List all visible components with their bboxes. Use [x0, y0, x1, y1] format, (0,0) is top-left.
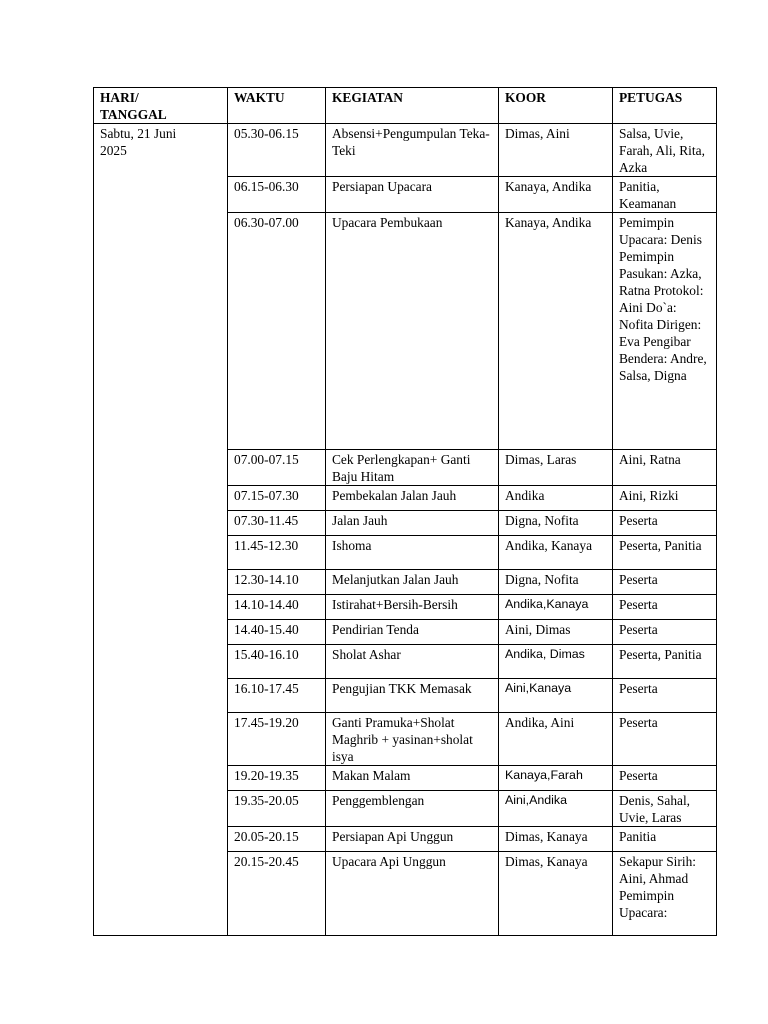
- cell-kegiatan: Upacara Pembukaan: [326, 213, 499, 450]
- cell-kegiatan: Upacara Api Unggun: [326, 852, 499, 936]
- cell-kegiatan: Persiapan Upacara: [326, 177, 499, 213]
- cell-koor: Dimas, Aini: [499, 124, 613, 177]
- cell-petugas: Peserta: [613, 679, 717, 713]
- cell-waktu: 11.45-12.30: [228, 536, 326, 570]
- table-row: [94, 124, 717, 177]
- table-header-row: [94, 88, 717, 124]
- cell-waktu: 14.40-15.40: [228, 620, 326, 645]
- cell-petugas: Salsa, Uvie, Farah, Ali, Rita, Azka: [613, 124, 717, 177]
- cell-petugas: Denis, Sahal, Uvie, Laras: [613, 791, 717, 827]
- cell-petugas: Peserta, Panitia: [613, 536, 717, 570]
- cell-koor: Kanaya, Andika: [499, 213, 613, 450]
- cell-kegiatan: Melanjutkan Jalan Jauh: [326, 570, 499, 595]
- header-hari: HARI/: [100, 90, 139, 105]
- cell-koor: Digna, Nofita: [499, 570, 613, 595]
- cell-koor: Dimas, Kanaya: [499, 852, 613, 936]
- schedule-table: [93, 87, 717, 936]
- header-waktu: WAKTU: [228, 88, 326, 124]
- cell-waktu: 12.30-14.10: [228, 570, 326, 595]
- cell-waktu: 05.30-06.15: [228, 124, 326, 177]
- day-cell: [94, 124, 228, 936]
- cell-kegiatan: Istirahat+Bersih-Bersih: [326, 595, 499, 620]
- cell-waktu: 07.00-07.15: [228, 450, 326, 486]
- cell-petugas: Peserta: [613, 511, 717, 536]
- cell-petugas: Peserta: [613, 766, 717, 791]
- cell-waktu: 16.10-17.45: [228, 679, 326, 713]
- cell-petugas: Aini, Ratna: [613, 450, 717, 486]
- header-petugas: PETUGAS: [613, 88, 717, 124]
- cell-petugas: Peserta, Panitia: [613, 645, 717, 679]
- cell-petugas: Pemimpin Upacara: Denis Pemimpin Pasukan: Azka, Ratna Protokol: Aini Do`a: Nofita Dirigen: Eva Pengibar Bendera: Andre, Salsa, Digna: [613, 213, 717, 450]
- cell-waktu: 17.45-19.20: [228, 713, 326, 766]
- cell-kegiatan: Sholat Ashar: [326, 645, 499, 679]
- cell-kegiatan: Makan Malam: [326, 766, 499, 791]
- cell-waktu: 07.30-11.45: [228, 511, 326, 536]
- cell-waktu: 20.15-20.45: [228, 852, 326, 936]
- header-hari-tanggal: [94, 88, 228, 124]
- cell-petugas: Peserta: [613, 713, 717, 766]
- cell-koor: Aini,Kanaya: [499, 679, 613, 713]
- cell-kegiatan: Persiapan Api Unggun: [326, 827, 499, 852]
- cell-waktu: 15.40-16.10: [228, 645, 326, 679]
- cell-petugas: Peserta: [613, 570, 717, 595]
- cell-petugas: Sekapur Sirih: Aini, Ahmad Pemimpin Upacara:: [613, 852, 717, 936]
- cell-waktu: 07.15-07.30: [228, 486, 326, 511]
- cell-koor: Aini, Dimas: [499, 620, 613, 645]
- cell-koor: Dimas, Laras: [499, 450, 613, 486]
- cell-koor: Kanaya, Andika: [499, 177, 613, 213]
- cell-kegiatan: Ishoma: [326, 536, 499, 570]
- cell-waktu: 06.15-06.30: [228, 177, 326, 213]
- cell-petugas: Peserta: [613, 620, 717, 645]
- cell-kegiatan: Ganti Pramuka+Sholat Maghrib + yasinan+sholat isya: [326, 713, 499, 766]
- cell-waktu: 14.10-14.40: [228, 595, 326, 620]
- cell-koor: Andika, Dimas: [499, 645, 613, 679]
- cell-koor: Dimas, Kanaya: [499, 827, 613, 852]
- cell-waktu: 19.20-19.35: [228, 766, 326, 791]
- cell-koor: Andika,Kanaya: [499, 595, 613, 620]
- cell-petugas: Panitia: [613, 827, 717, 852]
- cell-waktu: 06.30-07.00: [228, 213, 326, 450]
- cell-waktu: 20.05-20.15: [228, 827, 326, 852]
- cell-koor: Andika: [499, 486, 613, 511]
- header-kegiatan: KEGIATAN: [326, 88, 499, 124]
- cell-kegiatan: Penggemblengan: [326, 791, 499, 827]
- header-tanggal: TANGGAL: [100, 107, 167, 122]
- cell-kegiatan: Absensi+Pengumpulan Teka-Teki: [326, 124, 499, 177]
- cell-kegiatan: Cek Perlengkapan+ Ganti Baju Hitam: [326, 450, 499, 486]
- cell-waktu: 19.35-20.05: [228, 791, 326, 827]
- cell-kegiatan: Pengujian TKK Memasak: [326, 679, 499, 713]
- cell-koor: Andika, Kanaya: [499, 536, 613, 570]
- cell-koor: Aini,Andika: [499, 791, 613, 827]
- cell-petugas: Aini, Rizki: [613, 486, 717, 511]
- day-label: Sabtu, 21 Juni 2025: [100, 126, 177, 158]
- header-koor: KOOR: [499, 88, 613, 124]
- cell-koor: Andika, Aini: [499, 713, 613, 766]
- cell-koor: Kanaya,Farah: [499, 766, 613, 791]
- cell-kegiatan: Jalan Jauh: [326, 511, 499, 536]
- cell-petugas: Panitia, Keamanan: [613, 177, 717, 213]
- cell-koor: Digna, Nofita: [499, 511, 613, 536]
- cell-kegiatan: Pendirian Tenda: [326, 620, 499, 645]
- cell-kegiatan: Pembekalan Jalan Jauh: [326, 486, 499, 511]
- cell-petugas: Peserta: [613, 595, 717, 620]
